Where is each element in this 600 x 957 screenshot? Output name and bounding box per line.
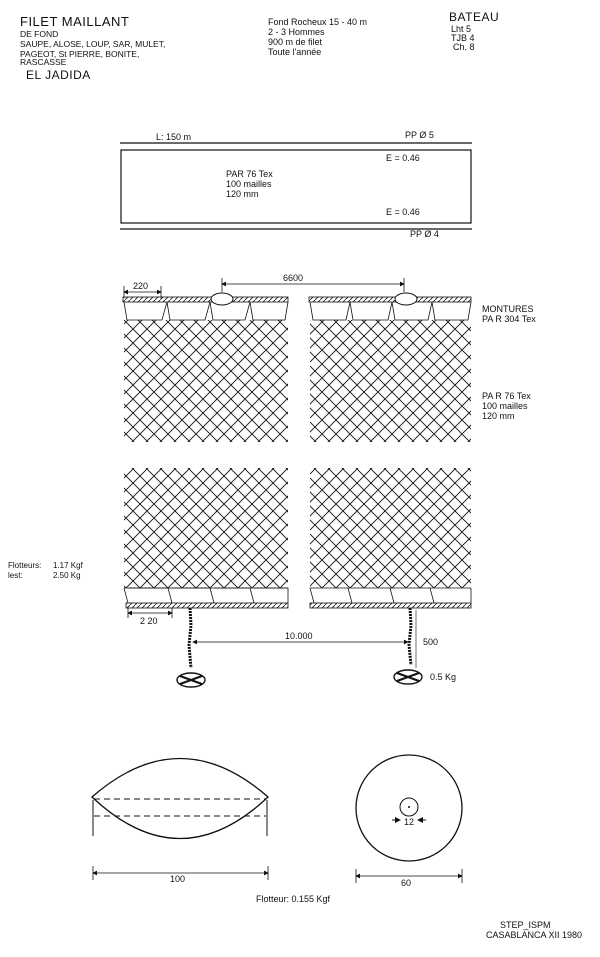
boat-tonnage: TJB 4 <box>451 33 475 43</box>
header-sub-line-2: SAUPE, ALOSE, LOUP, SAR, MULET, <box>20 39 166 49</box>
net-length-line: 900 m de filet <box>268 37 323 47</box>
float-on-rope-right <box>395 293 417 305</box>
flotteurs-label: Flotteurs: <box>8 561 42 570</box>
weight-label: 0.5 Kg <box>430 672 457 682</box>
footer-line-2: CASABLANCA XII 1980 <box>486 930 583 940</box>
dim-220-bottom-label: 2 20 <box>140 616 158 626</box>
detail-net-line-3: 120 mm <box>482 411 515 421</box>
overview-net-line-3: 120 mm <box>226 189 259 199</box>
float-hole-dim: 12 <box>404 817 415 827</box>
lest-label: lest: <box>8 571 23 580</box>
dim-10000-label: 10.000 <box>285 631 313 641</box>
top-rope-label: PP Ø 5 <box>405 130 434 140</box>
overview-net-line-1: PAR 76 Tex <box>226 169 273 179</box>
detail-net-line-2: 100 mailles <box>482 401 528 411</box>
montures-line-2: PA R 304 Tex <box>482 314 536 324</box>
detail-net-line-1: PA R 76 Tex <box>482 391 531 401</box>
crew-line: 2 - 3 Hommes <box>268 27 325 37</box>
dim-500-label: 500 <box>423 637 439 647</box>
boat-power: Ch. 8 <box>453 42 475 52</box>
montures-line-1: MONTURES <box>482 304 534 314</box>
dim-6600-label: 6600 <box>283 273 304 283</box>
left-anchor <box>177 608 205 687</box>
bottom-rope-label: PP Ø 4 <box>410 229 439 239</box>
lest-value: 2.50 Kg <box>53 571 81 580</box>
float-length-dim: 100 <box>170 874 186 884</box>
overview-length-label: L: 150 m <box>156 132 192 142</box>
float-caption: Flotteur: 0.155 Kgf <box>256 894 331 904</box>
location-label: EL JADIDA <box>26 68 91 82</box>
float-side-view <box>92 759 268 881</box>
right-anchor <box>394 608 422 684</box>
float-diameter-dim: 60 <box>401 878 412 888</box>
header-sub-line-4: RASCASSE <box>20 57 67 67</box>
right-net-upper <box>309 293 471 442</box>
diagram-title: FILET MAILLANT <box>20 14 130 29</box>
overview-net-line-2: 100 mailles <box>226 179 272 189</box>
right-net-lower <box>310 468 471 608</box>
e-top-label: E = 0.46 <box>386 153 420 163</box>
season-line: Toute l'année <box>268 47 322 57</box>
boat-length: Lht 5 <box>451 24 472 34</box>
header-sub-line-3: PAGEOT, St PIERRE, BONITE, <box>20 49 140 59</box>
footer-line-1: STEP_ISPM <box>500 920 551 930</box>
e-bottom-label: E = 0.46 <box>386 207 420 217</box>
header-sub-line-1: DE FOND <box>20 29 59 39</box>
flotteurs-value: 1.17 Kgf <box>53 561 83 570</box>
depth-line: Fond Rocheux 15 - 40 m <box>268 17 368 27</box>
dimension-6600 <box>222 278 404 292</box>
left-net-lower <box>124 468 288 608</box>
boat-title: BATEAU <box>449 10 500 24</box>
float-on-rope-left <box>211 293 233 305</box>
left-net-upper <box>123 293 288 442</box>
dim-220-top-label: 220 <box>133 281 149 291</box>
